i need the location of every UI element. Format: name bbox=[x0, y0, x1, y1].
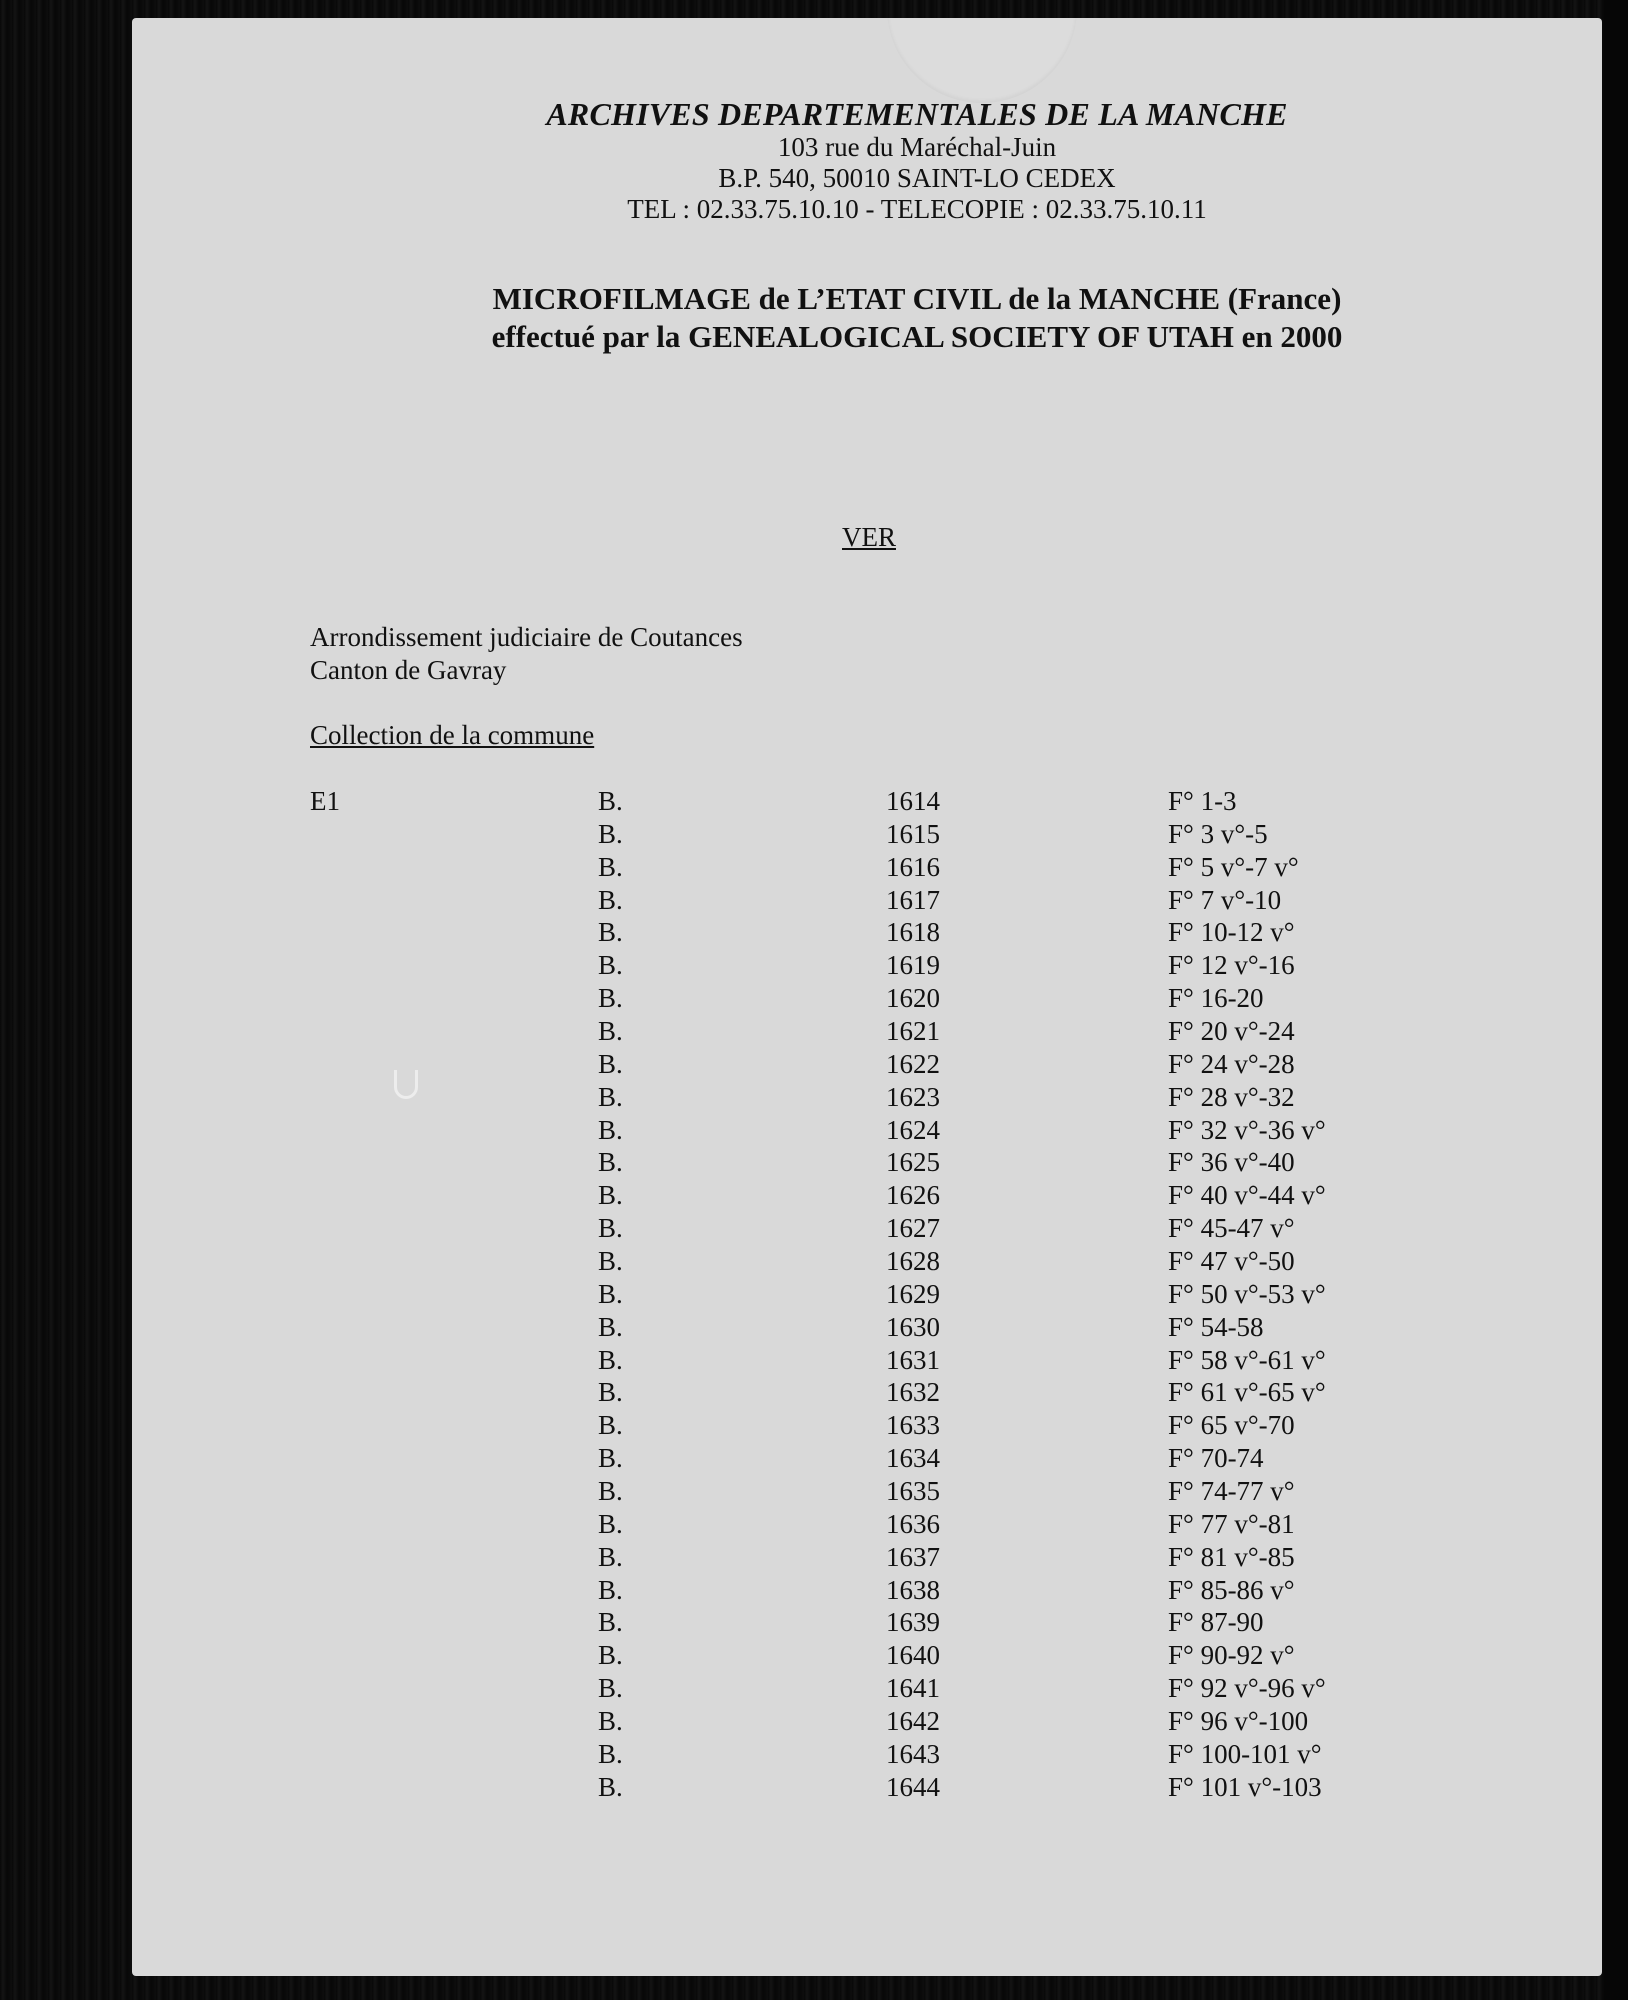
record-row bbox=[132, 1016, 1602, 1049]
record-type: B. bbox=[598, 1081, 623, 1112]
record-year: 1630 bbox=[886, 1311, 940, 1342]
record-folio: F° 101 v°-103 bbox=[1168, 1771, 1322, 1802]
record-folio: F° 12 v°-16 bbox=[1168, 950, 1295, 981]
record-folio: F° 77 v°-81 bbox=[1168, 1508, 1295, 1539]
record-type: B. bbox=[598, 1607, 623, 1638]
project-title bbox=[132, 280, 1602, 356]
collection-label: Collection de la commune bbox=[310, 720, 595, 750]
record-type: B. bbox=[598, 786, 623, 816]
record-row bbox=[132, 1476, 1602, 1509]
record-type: B. bbox=[598, 917, 623, 948]
record-folio: F° 45-47 v° bbox=[1168, 1213, 1295, 1244]
record-type: B. bbox=[598, 884, 623, 915]
record-folio: F° 58 v°-61 v° bbox=[1168, 1344, 1326, 1375]
record-type: B. bbox=[598, 1771, 623, 1802]
record-year: 1625 bbox=[886, 1147, 940, 1178]
record-row bbox=[132, 885, 1602, 918]
commune-name: VER bbox=[842, 522, 896, 552]
record-year: 1618 bbox=[886, 917, 940, 948]
record-row bbox=[132, 1673, 1602, 1706]
record-folio: F° 5 v°-7 v° bbox=[1168, 851, 1299, 882]
record-row bbox=[132, 819, 1602, 852]
record-type: B. bbox=[598, 1443, 623, 1474]
record-type: B. bbox=[598, 1574, 623, 1605]
record-folio: F° 100-101 v° bbox=[1168, 1738, 1322, 1769]
record-folio: F° 28 v°-32 bbox=[1168, 1081, 1295, 1112]
address-postal: B.P. 540, 50010 SAINT-LO CEDEX bbox=[718, 163, 1116, 193]
record-row bbox=[132, 1377, 1602, 1410]
record-type: B. bbox=[598, 818, 623, 849]
record-year: 1623 bbox=[886, 1081, 940, 1112]
record-year: 1621 bbox=[886, 1016, 940, 1047]
record-row bbox=[132, 950, 1602, 983]
record-type: B. bbox=[598, 983, 623, 1014]
record-folio: F° 74-77 v° bbox=[1168, 1476, 1295, 1507]
record-type: B. bbox=[598, 1508, 623, 1539]
record-row bbox=[132, 1049, 1602, 1082]
record-row bbox=[132, 786, 1602, 819]
record-type: B. bbox=[598, 1706, 623, 1737]
record-year: 1620 bbox=[886, 983, 940, 1014]
record-type: B. bbox=[598, 1311, 623, 1342]
record-folio: F° 54-58 bbox=[1168, 1311, 1264, 1342]
record-folio: F° 92 v°-96 v° bbox=[1168, 1673, 1326, 1704]
record-type: B. bbox=[598, 1377, 623, 1408]
contact-phone: TEL : 02.33.75.10.10 - TELECOPIE : 02.33.75.10.11 bbox=[627, 194, 1207, 224]
record-year: 1617 bbox=[886, 884, 940, 915]
institution-name: ARCHIVES DEPARTEMENTALES DE LA MANCHE bbox=[546, 96, 1288, 132]
record-row bbox=[132, 1115, 1602, 1148]
project-line-1: MICROFILMAGE de L’ETAT CIVIL de la MANCHE (France) bbox=[492, 281, 1342, 316]
record-type: B. bbox=[598, 950, 623, 981]
record-type: B. bbox=[598, 1016, 623, 1047]
record-type: B. bbox=[598, 1640, 623, 1671]
record-folio: F° 50 v°-53 v° bbox=[1168, 1278, 1326, 1309]
record-type: B. bbox=[598, 1738, 623, 1769]
record-year: 1629 bbox=[886, 1278, 940, 1309]
record-folio: F° 47 v°-50 bbox=[1168, 1246, 1295, 1277]
record-year: 1624 bbox=[886, 1114, 940, 1145]
film-speck bbox=[394, 1070, 418, 1099]
sleeve-notch bbox=[887, 18, 1077, 103]
record-folio: F° 16-20 bbox=[1168, 983, 1264, 1014]
record-year: 1639 bbox=[886, 1607, 940, 1638]
record-year: 1614 bbox=[886, 786, 940, 816]
record-year: 1642 bbox=[886, 1706, 940, 1737]
record-folio: F° 24 v°-28 bbox=[1168, 1048, 1295, 1079]
record-type: B. bbox=[598, 1213, 623, 1244]
record-folio: F° 90-92 v° bbox=[1168, 1640, 1295, 1671]
record-folio: F° 81 v°-85 bbox=[1168, 1541, 1295, 1572]
record-row bbox=[132, 1542, 1602, 1575]
project-line-2: effectué par la GENEALOGICAL SOCIETY OF UTAH en 2000 bbox=[491, 319, 1343, 354]
administrative-info bbox=[310, 621, 743, 687]
record-year: 1626 bbox=[886, 1180, 940, 1211]
record-type: B. bbox=[598, 1410, 623, 1441]
record-year: 1635 bbox=[886, 1476, 940, 1507]
record-type: B. bbox=[598, 1673, 623, 1704]
record-row bbox=[132, 1279, 1602, 1312]
record-year: 1627 bbox=[886, 1213, 940, 1244]
record-folio: F° 32 v°-36 v° bbox=[1168, 1114, 1326, 1145]
record-row bbox=[132, 1509, 1602, 1542]
record-type: B. bbox=[598, 1278, 623, 1309]
record-row bbox=[132, 1706, 1602, 1739]
record-type: B. bbox=[598, 851, 623, 882]
record-row bbox=[132, 1772, 1602, 1805]
record-type: B. bbox=[598, 1476, 623, 1507]
record-year: 1634 bbox=[886, 1443, 940, 1474]
record-year: 1631 bbox=[886, 1344, 940, 1375]
record-year: 1616 bbox=[886, 851, 940, 882]
record-folio: F° 1-3 bbox=[1168, 786, 1237, 816]
document-sheet bbox=[132, 18, 1602, 1976]
record-folio: F° 96 v°-100 bbox=[1168, 1706, 1309, 1737]
record-year: 1632 bbox=[886, 1377, 940, 1408]
record-folio: F° 85-86 v° bbox=[1168, 1574, 1295, 1605]
arrondissement: Arrondissement judiciaire de Coutances bbox=[310, 622, 743, 652]
record-year: 1636 bbox=[886, 1508, 940, 1539]
record-type: B. bbox=[598, 1541, 623, 1572]
film-right-edge bbox=[1604, 0, 1628, 2000]
record-year: 1643 bbox=[886, 1738, 940, 1769]
record-type: B. bbox=[598, 1180, 623, 1211]
record-type: B. bbox=[598, 1114, 623, 1145]
record-row bbox=[132, 1180, 1602, 1213]
record-row bbox=[132, 1410, 1602, 1443]
record-year: 1615 bbox=[886, 818, 940, 849]
record-year: 1638 bbox=[886, 1574, 940, 1605]
record-folio: F° 7 v°-10 bbox=[1168, 884, 1282, 915]
record-folio: F° 61 v°-65 v° bbox=[1168, 1377, 1326, 1408]
record-folio: F° 70-74 bbox=[1168, 1443, 1264, 1474]
record-row bbox=[132, 1640, 1602, 1673]
record-type: B. bbox=[598, 1048, 623, 1079]
record-row bbox=[132, 983, 1602, 1016]
archive-header bbox=[132, 96, 1602, 225]
record-year: 1637 bbox=[886, 1541, 940, 1572]
record-year: 1644 bbox=[886, 1771, 940, 1802]
record-year: 1628 bbox=[886, 1246, 940, 1277]
record-year: 1640 bbox=[886, 1640, 940, 1671]
record-type: B. bbox=[598, 1147, 623, 1178]
record-row bbox=[132, 1345, 1602, 1378]
record-folio: F° 40 v°-44 v° bbox=[1168, 1180, 1326, 1211]
record-folio: F° 10-12 v° bbox=[1168, 917, 1295, 948]
record-year: 1619 bbox=[886, 950, 940, 981]
record-row bbox=[132, 1213, 1602, 1246]
canton: Canton de Gavray bbox=[310, 655, 507, 685]
records-table bbox=[132, 786, 1602, 1805]
record-row bbox=[132, 1082, 1602, 1115]
record-row bbox=[132, 852, 1602, 885]
cote-label: E1 bbox=[310, 786, 340, 816]
record-folio: F° 20 v°-24 bbox=[1168, 1016, 1295, 1047]
record-row bbox=[132, 917, 1602, 950]
record-row bbox=[132, 1443, 1602, 1476]
record-type: B. bbox=[598, 1246, 623, 1277]
record-folio: F° 36 v°-40 bbox=[1168, 1147, 1295, 1178]
record-folio: F° 3 v°-5 bbox=[1168, 818, 1268, 849]
record-row bbox=[132, 1607, 1602, 1640]
record-row bbox=[132, 1575, 1602, 1608]
record-folio: F° 87-90 bbox=[1168, 1607, 1264, 1638]
record-row bbox=[132, 1739, 1602, 1772]
record-row bbox=[132, 1312, 1602, 1345]
record-folio: F° 65 v°-70 bbox=[1168, 1410, 1295, 1441]
record-year: 1641 bbox=[886, 1673, 940, 1704]
record-year: 1633 bbox=[886, 1410, 940, 1441]
record-row bbox=[132, 1147, 1602, 1180]
address-street: 103 rue du Maréchal-Juin bbox=[777, 132, 1057, 162]
record-year: 1622 bbox=[886, 1048, 940, 1079]
record-row bbox=[132, 1246, 1602, 1279]
record-type: B. bbox=[598, 1344, 623, 1375]
